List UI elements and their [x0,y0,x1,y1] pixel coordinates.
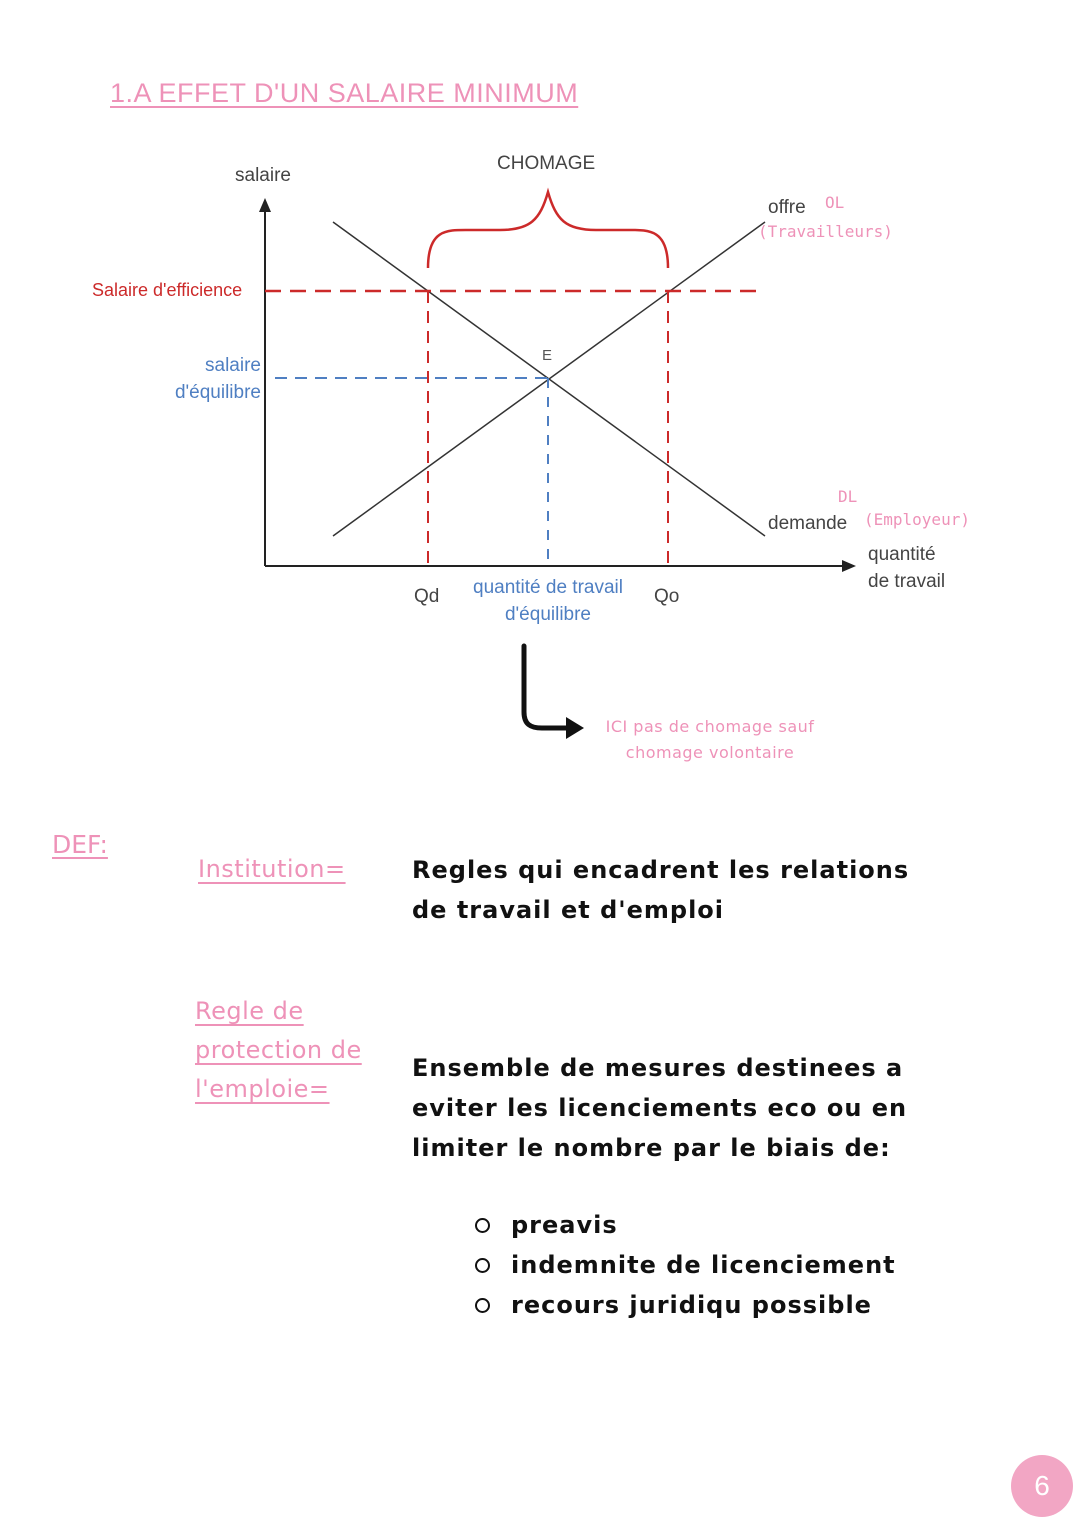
graph-note [590,714,830,766]
y-axis-label: salaire [235,165,291,186]
qd-label: Qd [414,586,440,607]
x-axis-arrow [842,560,856,572]
equilibrium-wage-label-2: d'équilibre [174,382,261,403]
term-protection [195,992,362,1109]
list-item: recours juridiqu possible [475,1285,896,1325]
chomage-label: CHOMAGE [497,153,596,174]
qo-label: Qo [654,586,680,607]
y-axis-arrow [259,198,271,212]
term-protection-line-2: protection de [195,1036,362,1064]
list-item: indemnite de licenciement [475,1245,896,1285]
demand-annot-2: (Employeur) [864,510,970,529]
definition-protection: Ensemble de mesures destinees a eviter les licenciements eco ou en limiter le nombre par le biais de: [412,1054,908,1162]
equilibrium-wage-label-1: salaire [205,355,261,376]
equilibrium-qty-label-1: quantité de travail [473,577,623,598]
demand-label: demande [768,513,848,534]
bullet-circle-icon [475,1298,490,1313]
x-axis-label-1: quantité [868,544,936,565]
equilibrium-point-label: E [542,347,553,364]
def-label: DEF: [52,830,108,859]
arrow-head [566,717,584,739]
supply-annot-2: (Travailleurs) [758,222,893,241]
page-number-badge: 6 [1011,1455,1073,1517]
supply-label: offre [768,197,806,218]
list-item: preavis [475,1205,896,1245]
definition-institution: Regles qui encadrent les relations de travail et d'emploi [412,856,910,924]
protection-bullets [475,1205,896,1325]
term-protection-line-3: l'emploie= [195,1075,330,1103]
demand-annot: DL [838,487,858,506]
term-institution: Institution= [198,855,346,883]
equilibrium-qty-label-2: d'équilibre [504,604,592,625]
bullet-circle-icon [475,1258,490,1273]
efficiency-wage-label: Salaire d'efficience [92,280,243,300]
graph-note-line-2: chomage volontaire [625,743,795,762]
section-title: 1.A EFFET D'UN SALAIRE MINIMUM [110,78,579,108]
x-axis-label-2: de travail [868,571,946,592]
bullet-circle-icon [475,1218,490,1233]
chomage-brace [428,192,668,268]
graph-note-line-1: ICI pas de chomage sauf [605,717,815,736]
down-right-arrow-icon [524,646,574,728]
supply-annot: OL [825,193,845,212]
term-protection-line-1: Regle de [195,997,304,1025]
